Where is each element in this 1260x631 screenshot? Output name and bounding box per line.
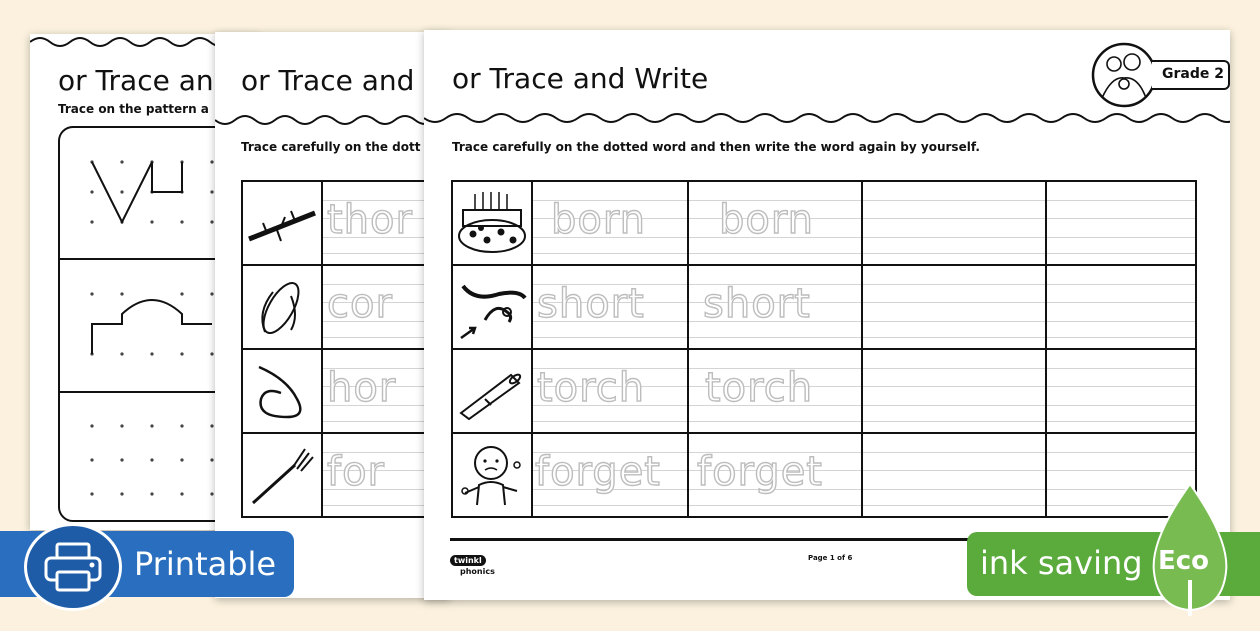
horn-icon	[243, 350, 321, 432]
family-avatar-icon	[1090, 42, 1158, 108]
printer-icon-circle	[24, 523, 122, 611]
traced-word: torch	[705, 365, 814, 412]
writing-space[interactable]	[862, 349, 1046, 433]
eco-label: Eco	[1158, 546, 1210, 576]
girl-icon	[453, 434, 531, 516]
tracing-table	[451, 180, 1197, 518]
birthday-cake-icon	[453, 182, 531, 264]
grade-label: Grade 2	[1162, 66, 1224, 82]
tracing-table	[241, 180, 435, 518]
worm-icon	[453, 266, 531, 348]
traced-word: forget	[697, 449, 823, 496]
traced-word: short	[537, 281, 645, 328]
page-title: or Trace an	[58, 64, 214, 97]
printable-label: Printable	[134, 545, 277, 583]
logo-text: twinkl	[450, 555, 486, 566]
grade-label-box	[1152, 60, 1230, 90]
traced-word: torch	[537, 365, 646, 412]
twinkl-phonics-logo	[450, 548, 496, 574]
traced-word: born	[551, 197, 646, 244]
writing-space[interactable]	[1046, 265, 1196, 349]
writing-space[interactable]	[862, 181, 1046, 265]
page-title: or Trace and	[241, 64, 415, 97]
traced-word: for	[327, 449, 385, 496]
traced-word: forget	[535, 449, 661, 496]
ink-saving-label: ink saving	[980, 544, 1143, 582]
printer-icon	[43, 542, 103, 592]
corn-icon	[243, 266, 321, 348]
page-number: Page 1 of 6	[808, 554, 853, 562]
traced-word: hor	[327, 365, 397, 412]
instruction-text: Trace carefully on the dott	[241, 140, 421, 154]
worksheet-page-3	[424, 30, 1230, 600]
page-title: or Trace and Write	[452, 62, 709, 95]
torch-icon	[453, 350, 531, 432]
printable-badge	[0, 531, 294, 597]
traced-word: thor	[327, 197, 413, 244]
scalloped-border	[215, 114, 450, 128]
fork-icon	[243, 434, 321, 516]
traced-word: cor	[327, 281, 393, 328]
instruction-text: Trace carefully on the dotted word and then write the word again by yourself.	[452, 140, 980, 154]
worksheet-page-2	[215, 32, 450, 598]
scalloped-border	[424, 112, 1230, 126]
thorn-branch-icon	[243, 182, 321, 264]
traced-word: short	[703, 281, 811, 328]
writing-space[interactable]	[1046, 181, 1196, 265]
writing-space[interactable]	[862, 433, 1046, 517]
logo-text: phonics	[460, 567, 495, 576]
writing-space[interactable]	[862, 265, 1046, 349]
writing-space[interactable]	[1046, 349, 1196, 433]
traced-word: born	[719, 197, 814, 244]
instruction-text: Trace on the pattern a	[58, 102, 209, 116]
